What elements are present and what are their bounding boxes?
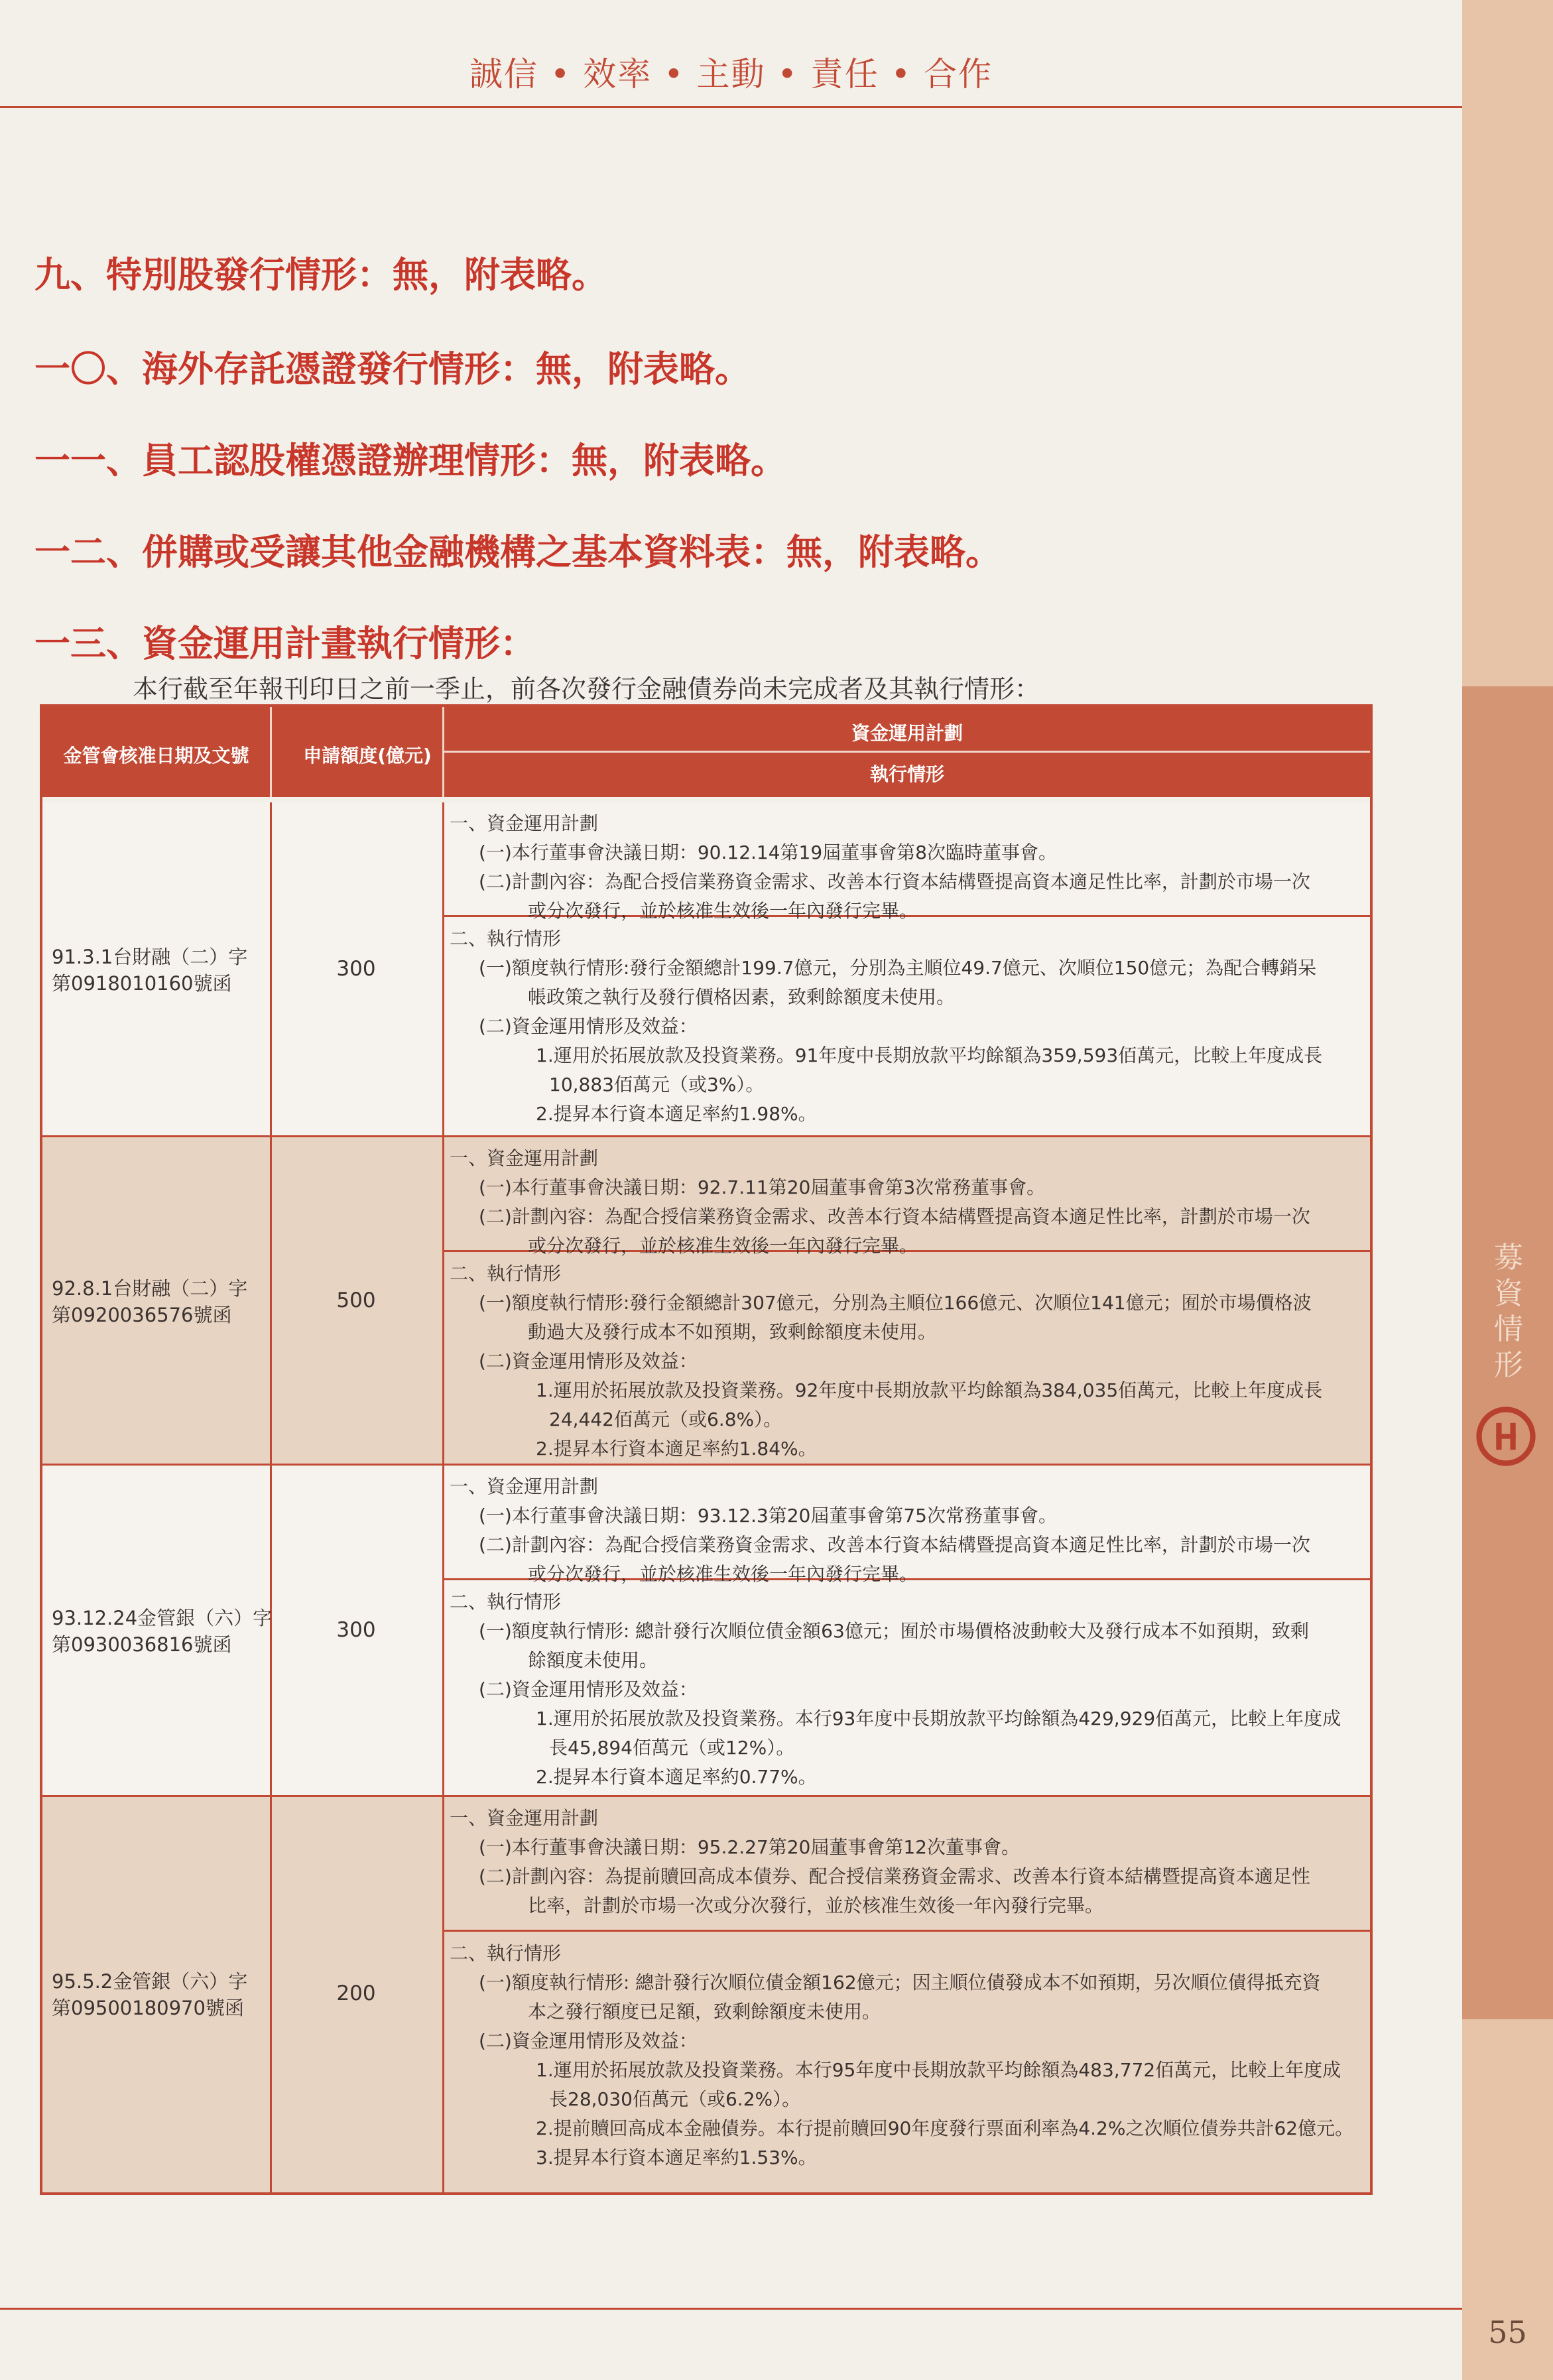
status-line: 2.提前贖回高成本金融債券。本行提前贖回90年度發行票面利率為4.2%之次順位債券共計62億元。 [536,2117,1354,2139]
approval-doc-number: 第0918010160號函 [52,971,232,995]
heading-section-12: 一二、併購或受讓其他金融機構之基本資料表：無，附表略。 [34,531,1001,573]
status-line: 1.運用於拓展放款及投資業務。本行95年度中長期放款平均餘額為483,772佰萬元，比較上年度成 [536,2059,1341,2081]
plan-line: (一)本行董事會決議日期：92.7.11第20屆董事會第3次常務董事會。 [479,1176,1046,1198]
approval-date-doc [52,1968,297,2021]
status-line: (一)額度執行情形: 總計發行次順位債金額63億元；囿於市場價格波動較大及發行成本不如預期，致剩 [479,1620,1309,1642]
header-date-doc: 金管會核准日期及文號 [63,745,249,767]
header-amount: 申請額度(億元) [303,745,432,767]
status-line: 10,883佰萬元（或3%）。 [549,1074,765,1096]
approval-date: 93.12.24金管銀（六）字 [52,1607,273,1629]
status-line: 餘額度未使用。 [528,1649,658,1671]
bank-logo-icon [1475,1406,1536,1467]
approval-date: 92.8.1台財融（二）字 [52,1277,248,1300]
approval-doc-number: 第0930036816號函 [52,1633,232,1656]
status-line: 1.運用於拓展放款及投資業務。91年度中長期放款平均餘額為359,593佰萬元，比較上年度成長 [536,1044,1323,1066]
status-line: 二、執行情形 [450,928,562,950]
plan-line: (二)計劃內容：為配合授信業務資金需求、改善本行資本結構暨提高資本適足性比率，計劃於市場一次 [479,1534,1310,1556]
table-row [42,1797,1370,2192]
plan-line: 一、資金運用計劃 [450,1807,599,1829]
status-line: 2.提昇本行資本適足率約0.77%。 [536,1766,817,1788]
table-header [42,707,1370,797]
table-row [42,1137,1370,1466]
plan-line: 一、資金運用計劃 [450,812,599,834]
status-line: 帳政策之執行及發行價格因素，致剩餘額度未使用。 [528,986,956,1008]
header-motto: 誠信 • 效率 • 主動 • 責任 • 合作 [469,55,993,94]
status-line: 1.運用於拓展放款及投資業務。92年度中長期放款平均餘額為384,035佰萬元，比較上年度成長 [536,1379,1323,1401]
status-line: 2.提昇本行資本適足率約1.84%。 [536,1438,817,1460]
heading-section-10: 一〇、海外存託憑證發行情形：無，附表略。 [34,348,751,390]
status-line: (二)資金運用情形及效益： [479,1350,698,1372]
status-line: 本之發行額度已足額，致剩餘額度未使用。 [528,2001,881,2023]
status-line: (一)額度執行情形: 總計發行次順位債金額162億元；因主順位債發成本不如預期，另次順位債得抵充資 [479,1972,1321,1993]
plan-line: 一、資金運用計劃 [450,1147,599,1169]
plan-line: 或分次發行，並於核准生效後一年內發行完畢。 [528,1235,918,1257]
plan-line: (一)本行董事會決議日期：90.12.14第19屆董事會第8次臨時董事會。 [479,842,1057,863]
approval-date-doc [52,944,297,997]
plan-line: (二)計劃內容：為提前贖回高成本債券、配合授信業務資金需求、改善本行資本結構暨提高資本適足性 [479,1865,1310,1887]
status-line: 二、執行情形 [450,1263,562,1284]
plan-line: (一)本行董事會決議日期：93.12.3第20屆董事會第75次常務董事會。 [479,1505,1057,1527]
approval-doc-number: 第09500180970號函 [52,1997,244,2019]
header-status: 執行情形 [869,763,944,785]
side-section-label: 募資情形 [1494,1241,1523,1382]
status-line: (一)額度執行情形:發行金額總計199.7億元，分別為主順位49.7億元、次順位150億元；為配合轉銷呆 [479,957,1317,979]
approval-date: 95.5.2金管銀（六）字 [52,1970,248,1993]
status-line: 長28,030佰萬元（或6.2%）。 [549,2088,801,2110]
status-line: (一)額度執行情形:發行金額總計307億元，分別為主順位166億元、次順位141億元；囿於市場價格波 [479,1292,1312,1314]
status-line: 動過大及發行成本不如預期，致剩餘額度未使用。 [528,1321,937,1343]
approved-amount: 300 [336,1618,376,1642]
header-plan: 資金運用計劃 [851,722,963,744]
table-row [42,1466,1370,1797]
status-line: 1.運用於拓展放款及投資業務。本行93年度中長期放款平均餘額為429,929佰萬元，比較上年度成 [536,1708,1341,1729]
plan-line: 或分次發行，並於核准生效後一年內發行完畢。 [528,900,918,922]
status-line: (二)資金運用情形及效益： [479,1678,698,1700]
approval-date-doc [52,1275,297,1328]
approval-date-doc [52,1605,297,1658]
approved-amount: 200 [336,1981,376,2005]
page-number: 55 [1488,2314,1527,2350]
header-divider [0,106,1462,108]
approval-date: 91.3.1台財融（二）字 [52,945,248,968]
status-line: 二、執行情形 [450,1591,562,1613]
status-line: 3.提昇本行資本適足率約1.53%。 [536,2147,817,2168]
plan-line: 一、資金運用計劃 [450,1475,599,1497]
status-line: (二)資金運用情形及效益： [479,1015,698,1037]
status-line: 二、執行情形 [450,1942,562,1964]
status-line: (二)資金運用情形及效益： [479,2030,698,2052]
plan-line: (二)計劃內容：為配合授信業務資金需求、改善本行資本結構暨提高資本適足性比率，計劃於市場一次 [479,1206,1310,1227]
approved-amount: 300 [336,956,376,981]
footer-divider [0,2308,1462,2310]
status-line: 2.提昇本行資本適足率約1.98%。 [536,1103,817,1125]
approved-amount: 500 [336,1288,376,1312]
status-line: 長45,894佰萬元（或12%）。 [549,1737,795,1759]
heading-section-11: 一一、員工認股權憑證辦理情形：無，附表略。 [34,440,786,481]
heading-section-13: 一三、資金運用計畫執行情形： [34,623,536,664]
table-row [42,802,1370,1137]
section-13-intro: 本行截至年報刊印日之前一季止，前各次發行金融債券尚未完成者及其執行情形： [133,674,1040,704]
plan-line: (二)計劃內容：為配合授信業務資金需求、改善本行資本結構暨提高資本適足性比率，計劃於市場一次 [479,871,1310,893]
status-line: 24,442佰萬元（或6.8%）。 [549,1409,782,1430]
approval-doc-number: 第0920036576號函 [52,1303,232,1326]
plan-line: (一)本行董事會決議日期：95.2.27第20屆董事會第12次董事會。 [479,1836,1020,1858]
plan-line: 比率，計劃於市場一次或分次發行，並於核准生效後一年內發行完畢。 [528,1895,1104,1916]
fund-usage-table [40,704,1373,2195]
plan-line: 或分次發行，並於核准生效後一年內發行完畢。 [528,1563,918,1585]
heading-section-9: 九、特別股發行情形：無，附表略。 [34,254,607,296]
